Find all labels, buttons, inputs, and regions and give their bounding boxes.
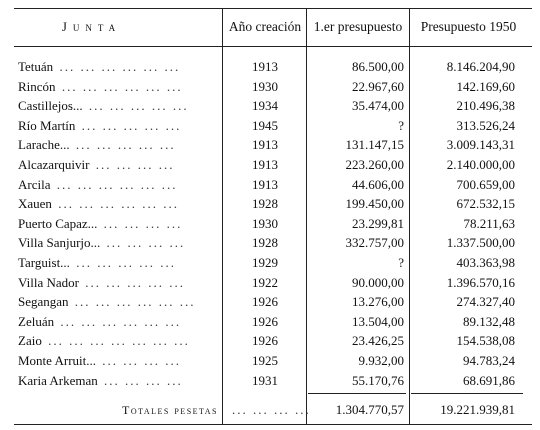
table-row (0, 155, 540, 175)
first-budget-cell: 13.276,00 (352, 294, 404, 310)
first-budget-cell: 44.606,00 (352, 176, 404, 192)
year-cell: 1928 (252, 235, 278, 251)
first-budget-cell: ? (398, 254, 404, 270)
year-cell: 1929 (252, 254, 278, 270)
name-text: Villa Sanjurjo... (18, 235, 103, 250)
budget-1950-cell: 1.337.500,00 (446, 235, 515, 251)
first-budget-cell: 9.932,00 (358, 352, 404, 368)
leader-dots: ... ... ... ... ... ... (61, 78, 183, 94)
top-rule (14, 8, 532, 9)
name-text: Rincón (18, 79, 59, 94)
leader-dots: ... ... ... ... ... ... ... (48, 333, 190, 349)
year-cell: 1913 (252, 176, 278, 192)
budget-1950-cell: 2.140.000,00 (446, 156, 515, 172)
budget-1950-cell: 94.783,24 (463, 352, 515, 368)
year-cell: 1913 (252, 59, 278, 74)
leader-dots: ... ... ... ... ... ... (56, 176, 178, 192)
table-row (0, 96, 540, 116)
year-cell: 1945 (252, 117, 278, 133)
header-junta: Junta (62, 20, 122, 34)
budget-1950-cell: 8.146.204,90 (446, 59, 515, 74)
leader-dots: ... ... ... ... (102, 352, 181, 368)
table-row (0, 371, 540, 391)
year-cell: 1930 (252, 78, 278, 94)
first-budget-cell: 23.426,25 (352, 333, 404, 349)
name-text: Larache... (18, 137, 73, 152)
year-cell: 1926 (252, 333, 278, 349)
leader-dots: ... ... ... ... ... (88, 98, 189, 114)
first-budget-cell: 22.967,60 (352, 78, 404, 94)
first-budget-cell: 86.500,00 (352, 59, 404, 74)
first-budget-cell: 90.000,00 (352, 274, 404, 290)
junta-name (18, 292, 223, 312)
totals-budget-1950: 19.221.939,81 (440, 402, 515, 417)
table-row (0, 77, 540, 97)
name-text: Zeluán (18, 314, 57, 329)
budget-1950-cell: 68.691,86 (463, 372, 515, 388)
leader-dots: ... ... ... ... (106, 235, 186, 251)
name-text: Alcazarquivir (18, 157, 92, 172)
budget-1950-cell: 700.659,00 (456, 176, 515, 192)
budget-1950-cell: 313.526,24 (456, 117, 515, 133)
first-budget-cell: 199.450,00 (345, 196, 404, 212)
name-text: Targuist... (18, 255, 73, 270)
year-cell: 1926 (252, 313, 278, 329)
year-cell: 1928 (252, 196, 278, 212)
junta-name (18, 253, 223, 273)
totals-label: Totales pesetas (122, 403, 218, 417)
table-row (0, 214, 540, 234)
leader-dots: ... ... ... ... (103, 215, 183, 231)
junta-name (18, 194, 223, 214)
junta-name (18, 371, 223, 391)
leader-dots: ... ... ... ... ... ... (59, 59, 181, 74)
leader-dots: ... ... ... ... (104, 372, 183, 388)
junta-name (18, 116, 223, 136)
header-budget-1950: Presupuesto 1950 (420, 19, 517, 34)
first-budget-cell: 55.170,76 (352, 372, 404, 388)
year-cell: 1913 (252, 156, 278, 172)
name-text: Karia Arkeman (18, 373, 101, 388)
table-row (0, 351, 540, 371)
junta-name (18, 96, 223, 116)
table-row (0, 57, 540, 77)
budget-1950-cell: 78.211,63 (463, 215, 515, 231)
first-budget-cell: 35.474,00 (352, 98, 404, 114)
junta-name (18, 175, 223, 195)
totals-row (0, 400, 540, 420)
table-row (0, 135, 540, 155)
junta-name (18, 77, 223, 97)
name-text: Xauen (18, 196, 55, 211)
junta-name (18, 214, 223, 234)
totals-first-budget: 1.304.770,57 (335, 402, 404, 417)
leader-dots: ... ... ... ... ... ... (74, 294, 196, 310)
first-budget-cell: 13.504,00 (352, 313, 404, 329)
budget-1950-cell: 403.363,98 (456, 254, 515, 270)
budget-1950-cell: 89.132,48 (463, 313, 515, 329)
budget-1950-cell: 672.532,15 (456, 196, 515, 212)
budget-1950-cell: 3.009.143,31 (446, 137, 515, 153)
year-cell: 1926 (252, 294, 278, 310)
header-year: Año creación (228, 19, 302, 34)
name-text: Monte Arruit... (18, 353, 99, 368)
bottom-rule (14, 424, 532, 425)
leader-dots: ... ... ... ... ... (81, 117, 182, 133)
leader-dots: ... ... ... ... ... ... (58, 196, 179, 212)
name-text: Castillejos... (18, 98, 86, 113)
year-cell: 1922 (252, 274, 278, 290)
subtotal-rule-1950 (411, 393, 523, 394)
budget-1950-cell: 1.396.570,16 (446, 274, 515, 290)
junta-name (18, 233, 223, 253)
budget-1950-cell: 210.496,38 (456, 98, 515, 114)
name-text: Segangan (18, 294, 72, 309)
first-budget-cell: 223.260,00 (345, 156, 404, 172)
name-text: Arcila (18, 177, 53, 192)
budget-1950-cell: 274.327,40 (456, 294, 515, 310)
table-row (0, 312, 540, 332)
junta-name (18, 57, 223, 77)
table-row (0, 273, 540, 293)
table-row (0, 194, 540, 214)
leader-dots: ... ... ... ... (95, 156, 175, 172)
leader-dots: ... ... ... ... ... (75, 137, 176, 153)
table-row (0, 175, 540, 195)
first-budget-cell: 332.757,00 (345, 235, 404, 251)
year-cell: 1913 (252, 137, 278, 153)
table-row (0, 331, 540, 351)
junta-name (18, 135, 223, 155)
table-row (0, 292, 540, 312)
header-first-budget: 1.er presupuesto (313, 19, 403, 34)
budget-1950-cell: 142.169,60 (456, 78, 515, 94)
name-text: Tetuán (18, 59, 56, 74)
first-budget-cell: 131.147,15 (345, 137, 404, 153)
junta-name (18, 155, 223, 175)
junta-name (18, 312, 223, 332)
name-text: Zaio (18, 333, 45, 348)
year-cell: 1934 (252, 98, 278, 114)
year-cell: 1931 (252, 372, 278, 388)
leader-dots: ... ... ... ... ... ... (60, 313, 182, 329)
budget-1950-cell: 154.538,08 (456, 333, 515, 349)
leader-dots: ... ... ... ... ... (76, 254, 176, 270)
totals-leader-dots: ... ... ... ... (232, 402, 311, 417)
table-row (0, 233, 540, 253)
year-cell: 1925 (252, 352, 278, 368)
junta-name (18, 351, 223, 371)
name-text: Puerto Capaz... (18, 216, 100, 231)
first-budget-cell: ? (398, 117, 404, 133)
table-body (0, 57, 540, 390)
first-budget-cell: 23.299,81 (352, 215, 404, 231)
junta-name (18, 331, 223, 351)
leader-dots: ... ... ... ... ... (85, 274, 185, 290)
subtotal-rule-first (308, 393, 406, 394)
header-rule (14, 46, 532, 47)
year-cell: 1930 (252, 215, 278, 231)
name-text: Villa Nador (18, 275, 82, 290)
junta-name (18, 273, 223, 293)
name-text: Río Martín (18, 118, 78, 133)
table-row (0, 253, 540, 273)
table-row (0, 116, 540, 136)
